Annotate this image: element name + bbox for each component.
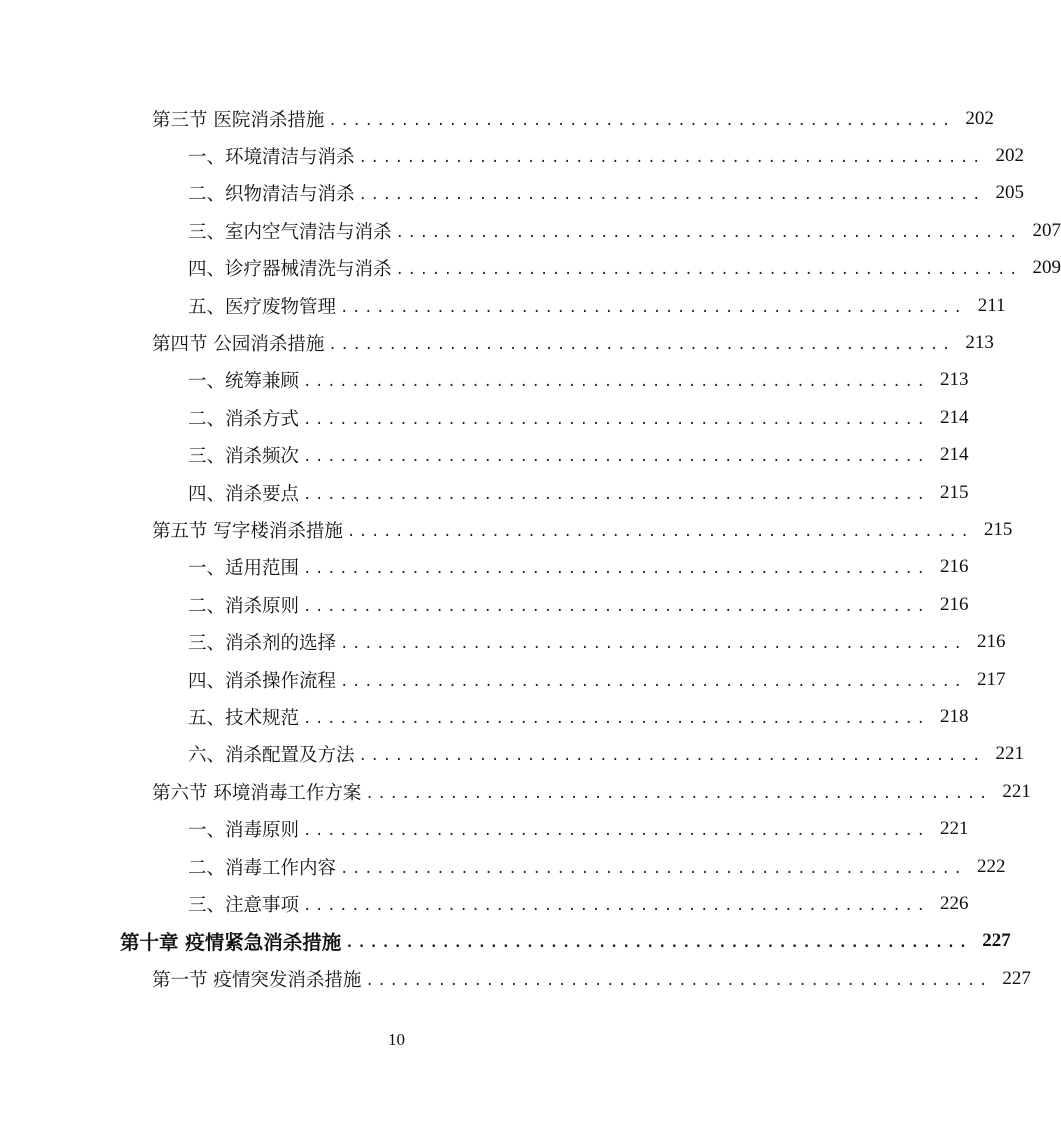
toc-entry-item[interactable] (0, 810, 969, 847)
toc-entry-page: 217 (977, 668, 1006, 690)
toc-entry-label: 五、技术规范 (188, 707, 300, 729)
toc-entry-label: 第四节 公园消杀措施 (152, 334, 325, 356)
toc-entry-label: 三、室内空气清洁与消杀 (188, 221, 392, 243)
toc-entry-page: 216 (940, 556, 969, 578)
toc-entry-page: 218 (940, 705, 969, 727)
toc-entry-label: 一、环境清洁与消杀 (188, 147, 355, 169)
dot-leader: .................................................... (303, 710, 929, 727)
toc-entry-section[interactable] (0, 773, 1031, 810)
page-number: 10 (388, 1030, 405, 1049)
toc-entry-label: 二、消杀原则 (188, 595, 300, 617)
toc-entry-item[interactable] (0, 362, 969, 399)
toc-entry-item[interactable] (0, 736, 1025, 773)
toc-entry-item[interactable] (0, 212, 1061, 249)
toc-entry-page: 227 (982, 930, 1011, 952)
toc-entry-page: 226 (940, 892, 969, 914)
dot-leader: .................................................... (346, 523, 973, 540)
toc-entry-page: 202 (995, 145, 1025, 167)
toc-entry-section[interactable] (0, 511, 1013, 548)
table-of-contents (0, 100, 1061, 997)
toc-entry-label: 四、诊疗器械清洗与消杀 (188, 259, 392, 281)
toc-entry-label: 二、消杀方式 (188, 408, 300, 430)
dot-leader: .................................................... (358, 150, 985, 167)
toc-entry-label: 第五节 写字楼消杀措施 (152, 520, 343, 542)
toc-entry-item[interactable] (0, 586, 969, 623)
toc-entry-label: 三、消杀剂的选择 (188, 633, 337, 655)
toc-entry-page: 214 (940, 444, 969, 466)
toc-entry-page: 221 (940, 818, 969, 840)
toc-entry-page: 214 (940, 406, 969, 428)
toc-entry-page: 211 (977, 294, 1006, 316)
toc-entry-item[interactable] (0, 474, 969, 511)
dot-leader: .................................................... (395, 224, 1022, 241)
dot-leader: .................................................... (303, 449, 929, 466)
toc-entry-label: 三、消杀频次 (188, 446, 300, 468)
toc-entry-item[interactable] (0, 698, 969, 735)
dot-leader: .................................................... (340, 673, 966, 690)
toc-entry-item[interactable] (0, 399, 969, 436)
dot-leader: .................................................... (328, 337, 954, 354)
dot-leader: .................................................... (303, 374, 929, 391)
dot-leader: .................................................... (303, 486, 929, 503)
toc-entry-label: 一、消毒原则 (188, 820, 300, 842)
toc-entry-item[interactable] (0, 287, 1006, 324)
toc-entry-item[interactable] (0, 549, 969, 586)
dot-leader: .................................................... (358, 748, 985, 765)
toc-entry-section[interactable] (0, 324, 994, 361)
toc-entry-label: 三、注意事项 (188, 894, 300, 916)
dot-leader: .................................................... (303, 823, 929, 840)
toc-entry-item[interactable] (0, 623, 1006, 660)
toc-entry-page: 221 (995, 743, 1025, 765)
dot-leader: .................................................... (358, 187, 985, 204)
toc-entry-label: 二、消毒工作内容 (188, 857, 337, 879)
toc-entry-page: 213 (940, 369, 969, 391)
toc-entry-section[interactable] (0, 100, 994, 137)
toc-entry-page: 207 (1032, 219, 1061, 241)
dot-leader: .................................................... (340, 636, 966, 653)
toc-entry-page: 215 (940, 481, 969, 503)
dot-leader: .................................................... (365, 785, 991, 802)
toc-entry-page: 216 (977, 631, 1006, 653)
toc-entry-page: 215 (983, 518, 1013, 540)
toc-entry-page: 216 (940, 593, 969, 615)
toc-entry-page: 227 (1002, 967, 1031, 989)
toc-entry-item[interactable] (0, 250, 1061, 287)
toc-entry-label: 一、适用范围 (188, 558, 300, 580)
toc-entry-chapter[interactable] (0, 923, 1011, 960)
toc-entry-page: 209 (1032, 257, 1061, 279)
toc-entry-item[interactable] (0, 661, 1006, 698)
toc-entry-label: 第十章 疫情紧急消杀措施 (120, 931, 342, 955)
toc-entry-label: 二、织物清洁与消杀 (188, 184, 355, 206)
toc-entry-item[interactable] (0, 175, 1025, 212)
dot-leader: .................................................... (328, 112, 954, 129)
toc-entry-label: 四、消杀要点 (188, 483, 300, 505)
toc-entry-label: 五、医疗废物管理 (188, 296, 337, 318)
toc-entry-label: 六、消杀配置及方法 (188, 745, 355, 767)
toc-entry-label: 四、消杀操作流程 (188, 670, 337, 692)
dot-leader: .................................................... (365, 972, 991, 989)
toc-entry-item[interactable] (0, 848, 1006, 885)
toc-entry-label: 第六节 环境消毒工作方案 (152, 782, 362, 804)
dot-leader: .................................................... (340, 299, 966, 316)
toc-entry-label: 一、统筹兼顾 (188, 371, 300, 393)
toc-entry-page: 221 (1002, 780, 1031, 802)
dot-leader: .................................................... (303, 897, 929, 914)
dot-leader: .................................................... (340, 860, 966, 877)
toc-entry-page: 202 (965, 107, 994, 129)
toc-entry-item[interactable] (0, 137, 1025, 174)
toc-entry-page: 213 (965, 332, 994, 354)
toc-entry-label: 第一节 疫情突发消杀措施 (152, 969, 362, 991)
toc-entry-page: 205 (995, 182, 1025, 204)
dot-leader: .................................................... (303, 561, 929, 578)
dot-leader: .................................................... (395, 262, 1022, 279)
toc-entry-item[interactable] (0, 437, 969, 474)
dot-leader: .................................................... (303, 411, 929, 428)
toc-entry-section[interactable] (0, 960, 1031, 997)
dot-leader: .................................................... (303, 598, 929, 615)
toc-entry-item[interactable] (0, 885, 969, 922)
toc-entry-label: 第三节 医院消杀措施 (152, 109, 325, 131)
toc-entry-page: 222 (977, 855, 1006, 877)
dot-leader: .................................................... (345, 935, 971, 952)
